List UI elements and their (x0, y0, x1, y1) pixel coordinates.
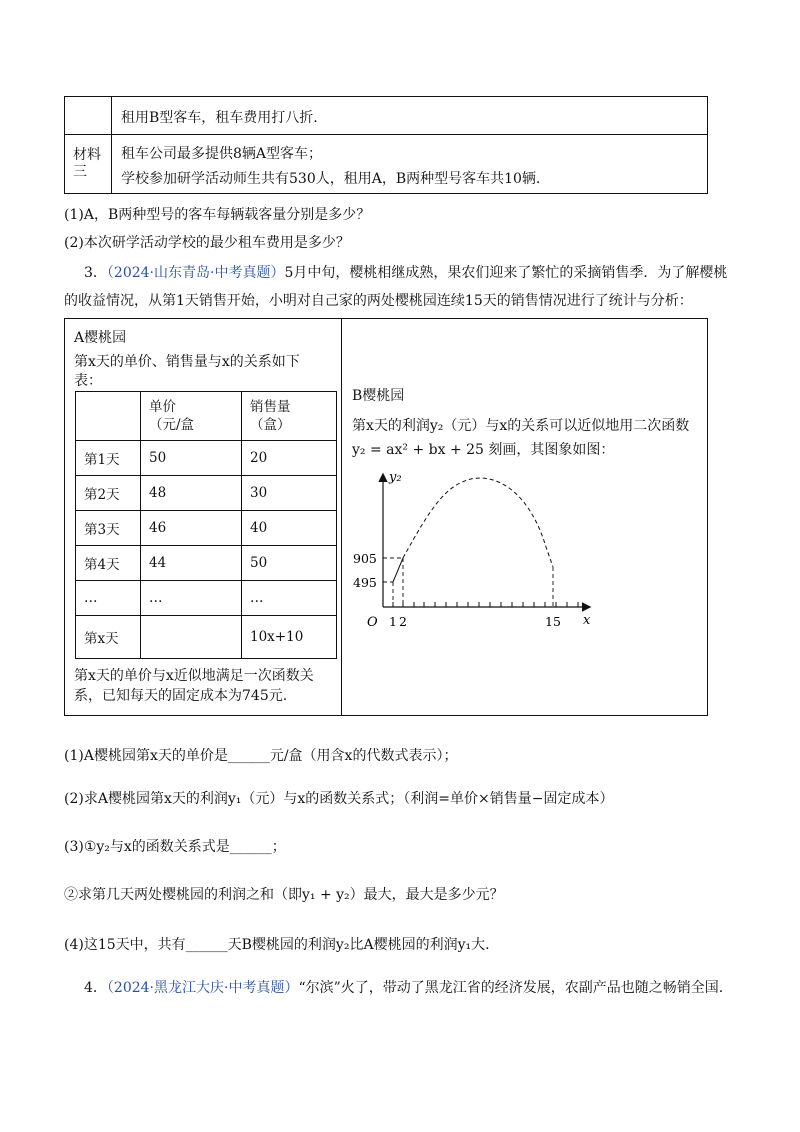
garden-a-title: A樱桃园 (74, 330, 127, 346)
garden-b-title: B樱桃园 (352, 388, 405, 404)
table-cell: 30 (242, 476, 337, 511)
y-axis-label: y₂ (389, 470, 402, 485)
q2-part2: (2)本次研学活动学校的最少租车费用是多少？ (64, 235, 350, 251)
table-cell: 50 (242, 546, 337, 581)
table-cell: 40 (242, 511, 337, 546)
table-cell (141, 616, 242, 659)
x-axis-label: x (583, 613, 591, 628)
table-cell: … (242, 581, 337, 616)
y-tick-905: 905 (353, 551, 377, 566)
q3-citation: （2024·山东青岛·中考真题） (106, 265, 285, 281)
table-header-empty (76, 392, 141, 441)
x-tick-1: 1 (389, 614, 397, 629)
material-row1-text: 租用B型客车，租车费用打八折. (121, 110, 318, 126)
q3-number: 3． (84, 265, 107, 281)
material-table (64, 96, 708, 194)
material-row2-line2: 学校参加研学活动师生共有530人，租用A，B两种型号客车共10辆. (121, 171, 541, 187)
table-row (76, 476, 337, 511)
q4-citation: （2024·黑龙江大庆·中考真题） (106, 980, 299, 996)
x-tick-2: 2 (399, 614, 407, 629)
table-cell: 第x天 (76, 616, 141, 659)
garden-a-desc-line1: 第x天的单价、销售量与x的关系如下 (74, 354, 300, 370)
table-cell: 第1天 (76, 441, 141, 476)
q4-number: 4． (84, 980, 107, 996)
table-row (76, 511, 337, 546)
y-tick-495: 495 (353, 575, 377, 590)
q3-sub1: (1)A樱桃园第x天的单价是______元/盒（用含x的代数式表示）； (64, 748, 458, 764)
q3-sub2: (2)求A樱桃园第x天的利润y₁（元）与x的函数关系式；（利润=单价×销售量−固定成本） (64, 791, 614, 807)
table-row (76, 441, 337, 476)
material-row2-line1: 租车公司最多提供8辆A型客车； (121, 146, 323, 162)
q3-sub3: (3)①y₂与x的函数关系式是______； (64, 839, 286, 855)
table-header-row (76, 392, 337, 441)
table-cell: … (76, 581, 141, 616)
garden-b-graph (351, 467, 611, 637)
curve-start-segment (393, 558, 403, 582)
table-cell: 50 (141, 441, 242, 476)
cherry-garden-box (64, 318, 708, 716)
table-cell: 第4天 (76, 546, 141, 581)
q2-part1: (1)A，B两种型号的客车每辆载客量分别是多少？ (64, 207, 371, 223)
origin-label: O (367, 615, 378, 630)
table-row (76, 581, 337, 616)
guide-lines (383, 558, 553, 607)
parabola-curve (403, 478, 553, 567)
material-row2-label: 材料三 (73, 147, 101, 180)
table-header-sales: 销售量 （盒） (242, 392, 337, 441)
q4-text: “尔滨”火了，带动了黑龙江省的经济发展，农副产品也随之畅销全国. (298, 980, 724, 996)
garden-a-note-line2: 系，已知每天的固定成本为745元. (74, 688, 288, 704)
table-cell: 第2天 (76, 476, 141, 511)
q3-sub4: (4)这15天中，共有______天B樱桃园的利润y₂比A樱桃园的利润y₁大. (64, 937, 490, 953)
table-cell: 10x+10 (242, 616, 337, 659)
garden-a-table (75, 391, 337, 659)
garden-a-desc-line2: 表： (74, 373, 102, 389)
table-cell: 20 (242, 441, 337, 476)
q3-intro-line1: 5月中旬，樱桃相继成熟，果农们迎来了繁忙的采摘销售季．为了解樱桃 (284, 265, 728, 281)
q4-line (84, 977, 723, 997)
garden-b-desc-line2: y₂ = ax² + bx + 25 刻画，其图象如图： (352, 442, 615, 458)
table-cell: 44 (141, 546, 242, 581)
q3-intro-line2: 的收益情况，从第1天销售开始，小明对自己家的两处樱桃园连续15天的销售情况进行了统计与分析： (64, 293, 693, 309)
q3-sub3b: ②求第几天两处樱桃园的利润之和（即y₁ + y₂）最大，最大是多少元？ (64, 887, 504, 903)
table-row (76, 616, 337, 659)
table-cell: … (141, 581, 242, 616)
table-header-price: 单价 （元/盒 (141, 392, 242, 441)
table-cell: 46 (141, 511, 242, 546)
table-cell: 48 (141, 476, 242, 511)
table-cell: 第3天 (76, 511, 141, 546)
x-axis-ticks (393, 602, 578, 607)
garden-b-desc-line1: 第x天的利润y₂（元）与x的关系可以近似地用二次函数 (352, 418, 690, 434)
garden-a-note-line1: 第x天的单价与x近似地满足一次函数关 (74, 668, 314, 684)
x-tick-15: 15 (545, 614, 561, 629)
q3-intro-first-line (84, 262, 727, 282)
table-row (76, 546, 337, 581)
